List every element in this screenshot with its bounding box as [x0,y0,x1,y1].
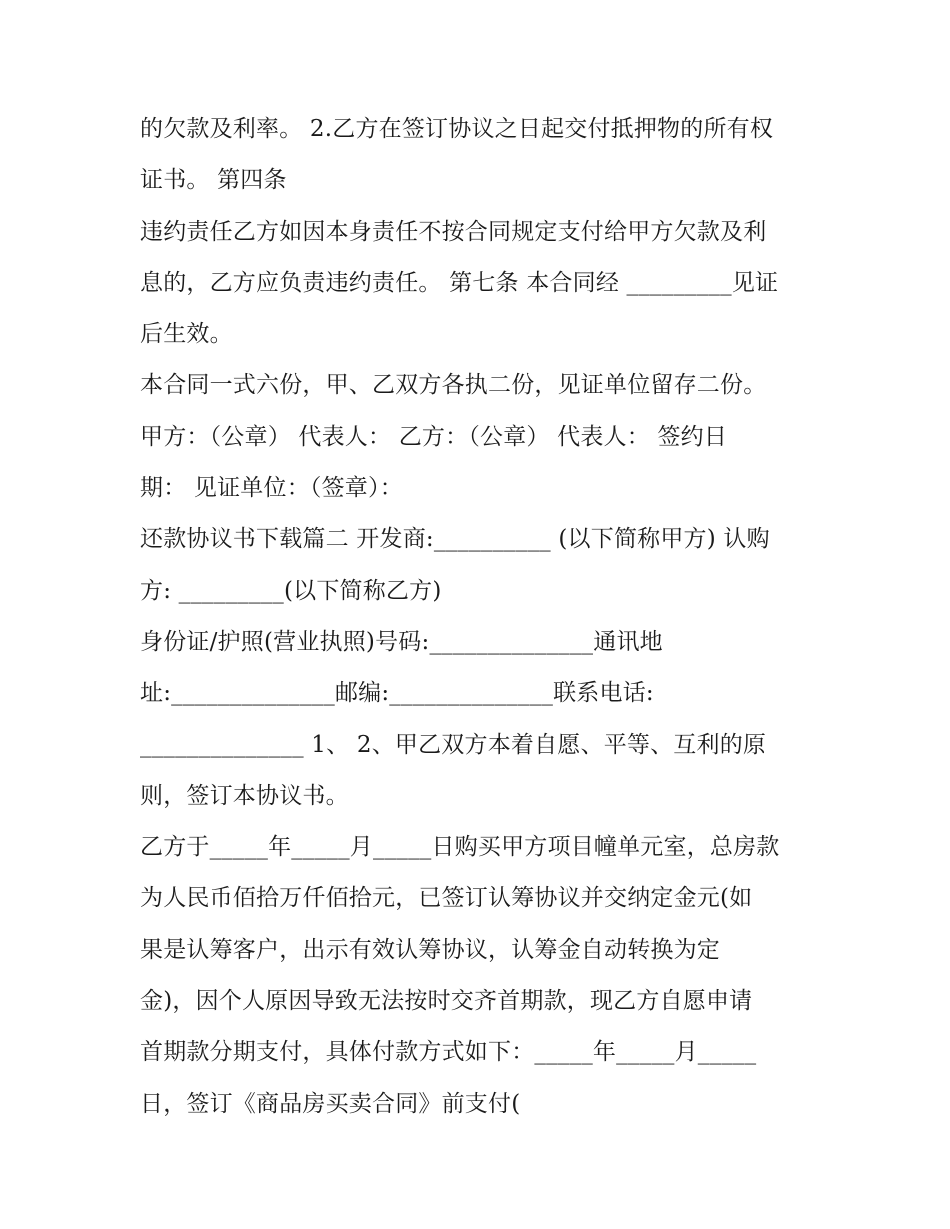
text-line: 本合同一式六份，甲、乙双方各执二份，见证单位留存二份。 [140,372,767,399]
text-line: ______________ 1、 2、甲乙双方本着自愿、平等、互利的原 [140,731,767,758]
text-line: 乙方于_____年_____月_____日购买甲方项目幢单元室，总房款 [140,834,780,861]
text-line: 方: _________(以下简称乙方) [140,577,442,604]
text-line: 为人民币佰拾万仟佰拾元，已签订认筹协议并交纳定金元(如 [140,885,753,912]
text-line: 息的，乙方应负责违约责任。 第七条 本合同经 _________见证 [140,269,779,296]
text-line: 甲方：（公章） 代表人： 乙方：（公章） 代表人： 签约日 [140,423,728,450]
text-line: 则，签订本协议书。 [140,782,349,809]
text-line: 后生效。 [140,321,233,348]
text-line: 首期款分期支付，具体付款方式如下：_____年_____月_____ [140,1039,757,1066]
text-line: 违约责任乙方如因本身责任不按合同规定支付给甲方欠款及利 [140,218,767,245]
document-body [140,104,820,1130]
text-line: 的欠款及利率。 2.乙方在签订协议之日起交付抵押物的所有权 [140,116,774,142]
text-line: 期： 见证单位：（签章）： [140,475,403,502]
text-line: 金)，因个人原因导致无法按时交齐首期款，现乙方自愿申请 [140,988,753,1015]
text-line: 证书。 第四条 [140,167,287,194]
text-line: 址:______________邮编:______________联系电话: [140,680,654,707]
text-line: 还款协议书下载篇二 开发商:__________ (以下简称甲方) 认购 [140,526,770,553]
text-line: 身份证/护照(营业执照)号码:______________通讯地 [140,628,663,655]
text-line: 果是认筹客户，出示有效认筹协议，认筹金自动转换为定 [140,936,720,963]
text-line: 日，签订《商品房买卖合同》前支付( [140,1090,521,1117]
